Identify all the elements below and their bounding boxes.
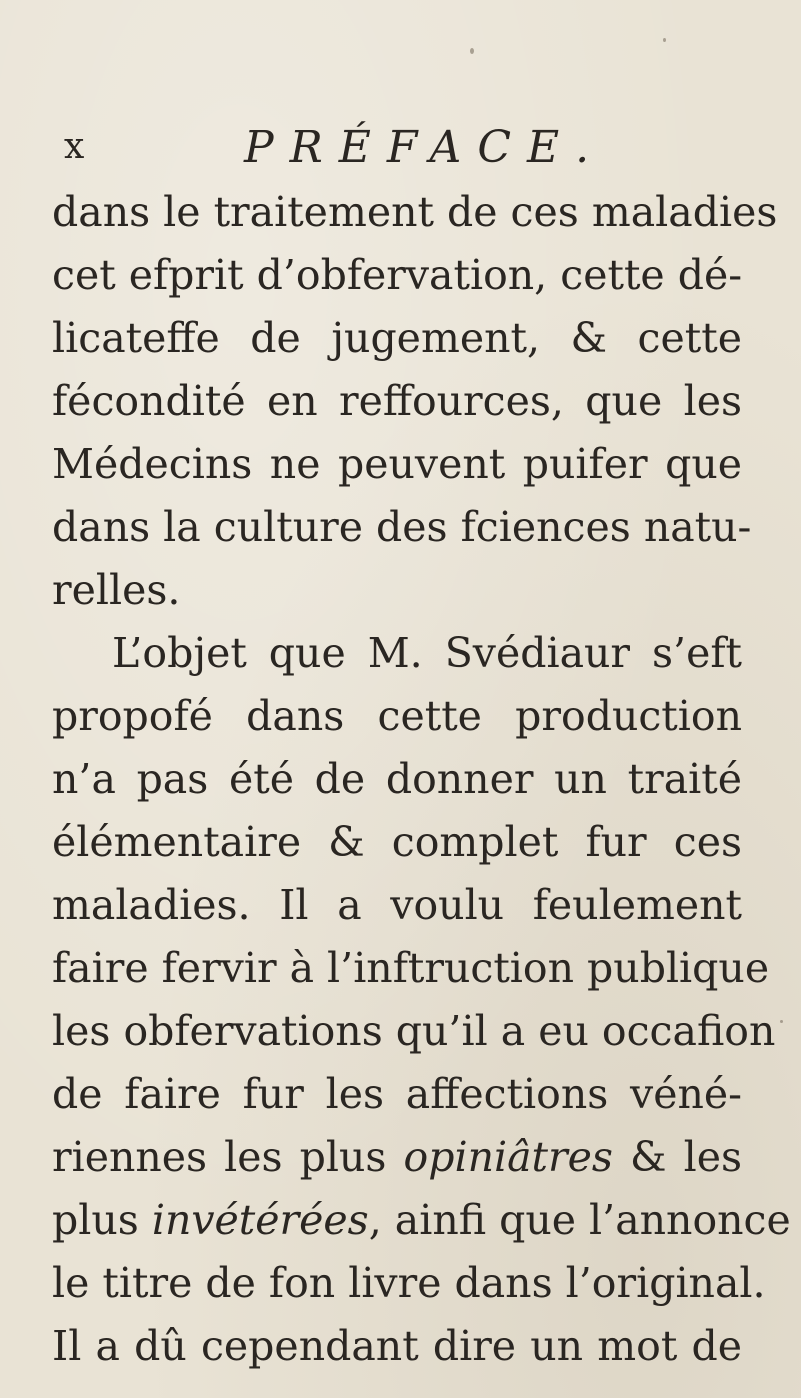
text-line-with-italic <box>52 1194 791 1246</box>
text-line-with-italic <box>52 1131 742 1183</box>
text-line: propofé dans cette production <box>52 692 742 740</box>
text-line: faire fervir à l’inftruction publique <box>52 944 770 992</box>
running-title: PRÉFACE. <box>244 122 606 173</box>
text-run: & les <box>612 1133 742 1181</box>
text-line: maladies. Il a voulu feulement <box>52 881 742 929</box>
text-line: de faire fur les affections véné- <box>52 1070 742 1118</box>
text-line: les obfervations qu’il a eu occafion <box>52 1007 776 1055</box>
paper-speck <box>663 38 666 42</box>
text-line: dans le traitement de ces maladies <box>52 188 778 236</box>
text-line: Il a dû cependant dire un mot de <box>52 1322 742 1370</box>
text-line: relles. <box>52 566 181 614</box>
text-line: dans la culture des fciences natu- <box>52 503 752 551</box>
text-run: riennes les plus <box>52 1133 404 1181</box>
text-line: n’a pas été de donner un traité <box>52 755 742 803</box>
page-number: x <box>64 126 85 167</box>
paper-speck <box>470 48 474 54</box>
text-line: fécondité en reffources, que les <box>52 377 742 425</box>
text-run: plus <box>52 1196 152 1244</box>
text-line: cet efprit d’obfervation, cette dé- <box>52 251 743 299</box>
page-header <box>52 122 752 182</box>
text-line: licateffe de jugement, & cette <box>52 314 742 362</box>
paragraph-first-line: L’objet que M. Svédiaur s’eft <box>112 629 742 677</box>
italic-term: invétérées <box>151 1196 369 1244</box>
paper-speck <box>780 1020 783 1023</box>
italic-term: opiniâtres <box>403 1133 613 1181</box>
text-line: Médecins ne peuvent puifer que <box>52 440 742 488</box>
text-run: , ainfi que l’annonce <box>368 1196 791 1244</box>
text-line: élémentaire & complet fur ces <box>52 818 742 866</box>
text-line: le titre de fon livre dans l’original. <box>52 1259 766 1307</box>
